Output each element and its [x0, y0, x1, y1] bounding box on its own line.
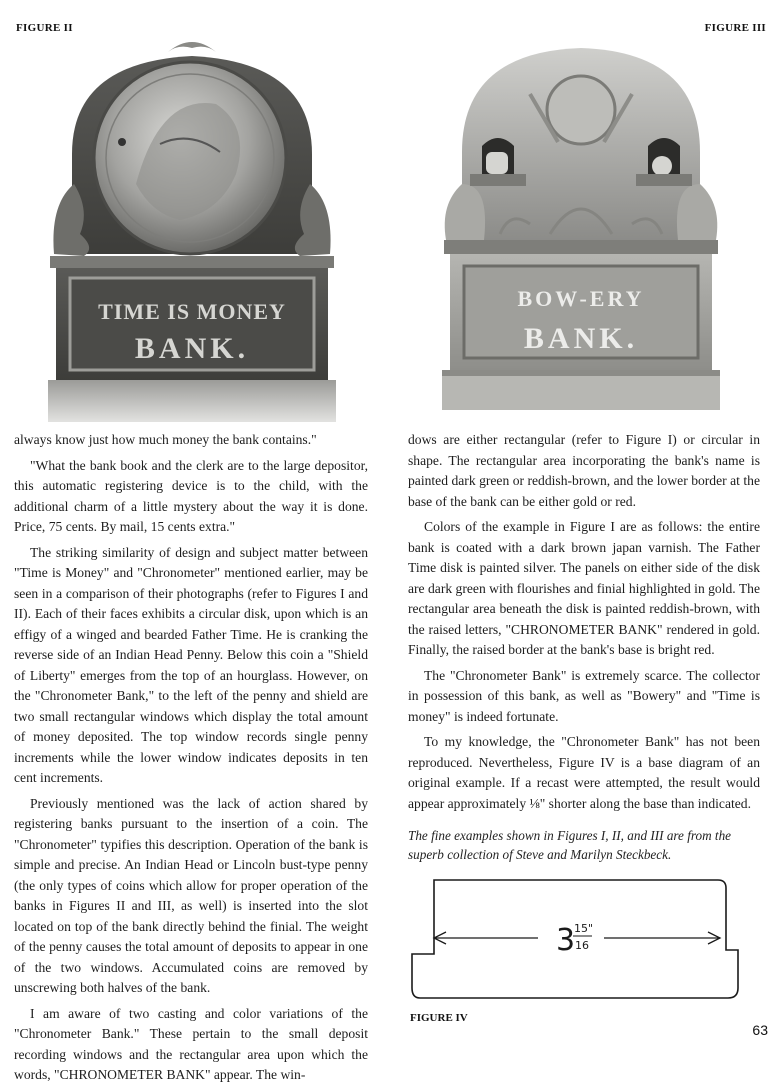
- left-text-column: [14, 430, 368, 1091]
- figure-iii-label: FIGURE III: [704, 22, 766, 34]
- figure-iii-photo: [440, 34, 722, 414]
- base-diagram: [408, 876, 742, 1006]
- figure-iv-label: FIGURE IV: [410, 1012, 468, 1024]
- dimension-whole: 3: [556, 923, 576, 958]
- page-number: 63: [752, 1022, 768, 1038]
- figure-ii-label: FIGURE II: [16, 22, 73, 34]
- paragraph: The "Chronometer Bank" is extremely scarce. The collector in possession of this bank, as well as "Bowery" and "Time is money" is indeed fortunate.: [408, 667, 760, 724]
- paragraph: "What the bank book and the clerk are to the large depositor, this automatic registering device is to the child, with the additional charm of a little mystery about the way it is done. Price, 75 cents. By mail, 15 cents extra.": [14, 457, 368, 534]
- time-is-money-bank-image: [40, 34, 344, 424]
- paragraph: To my knowledge, the "Chronometer Bank" has not been reproduced. Nevertheless, Figure IV is a base diagram of an original example. If a recast were attempted, the result would appear approximately ⅛" shorter along the base than indicated.: [408, 734, 760, 811]
- figure-iv-diagram: [408, 876, 742, 1006]
- paragraph: Colors of the example in Figure I are as follows: the entire bank is coated with a dark brown japan varnish. The Father Time disk is painted silver. The panels on either side of the disk are dark green with flourishes and finial highlighted in gold. The rectangular area beneath the disk is painted reddish-brown, with the raised letters, "CHRONOMETER BANK" rendered in gold. Finally, the raised border at the bank's base is bright red.: [408, 519, 760, 657]
- plaque-line-2: BANK.: [523, 322, 639, 355]
- right-text-column: [408, 430, 760, 819]
- plaque-line-2: BANK.: [134, 332, 250, 365]
- paragraph: always know just how much money the bank contains.": [14, 432, 317, 447]
- plaque-line-1: TIME IS MONEY: [98, 299, 286, 324]
- bowery-bank-image: [440, 34, 722, 414]
- plaque-line-1: BOW-ERY: [517, 286, 645, 311]
- dimension-numerator: 15": [574, 922, 594, 935]
- dimension-denominator: 16: [575, 939, 589, 952]
- figure-caption: The fine examples shown in Figures I, II, and III are from the superb collection of Steve and Marilyn Steckbeck.: [408, 828, 732, 862]
- figure-ii-photo: [40, 34, 344, 424]
- paragraph: dows are either rectangular (refer to Figure I) or circular in shape. The rectangular area incorporating the bank's name is painted dark green or reddish-brown, and the lower border at the base of the bank can be either gold or red.: [408, 432, 760, 509]
- paragraph: The striking similarity of design and subject matter between "Time is Money" and "Chronometer" mentioned earlier, may be seen in a comparison of their photographs (refer to Figures I and II). Each of their faces exhibits a circular disk, upon which is an effigy of a winged and bearded Father Time. He is cranking the reverse side of an Indian Head Penny. Below this coin a "Shield of Liberty" emerges from the top of an hourglass. However, on the "Chronometer Bank," to the left of the penny and shield are two small rectangular windows which display the total amount of money deposited. The top window records single penny increments while the lower window indicates deposits in ten cent increments.: [14, 544, 368, 785]
- paragraph: I am aware of two casting and color variations of the "Chronometer Bank." These pertain to the small deposit recording windows and the rectangular area upon which the words, "CHRONOMETER BANK" appear. The win-: [14, 1005, 368, 1082]
- paragraph: Previously mentioned was the lack of action shared by registering banks pursuant to the insertion of a coin. The "Chronometer" typifies this description. Operation of the bank is simple and precise. An Indian Head or Lincoln bust-type penny (the only types of coins which allow for proper operation of the banks in Figures II and III, as well) is inserted into the slot located on top of the bank directly behind the finial. The weight of the penny causes the total amount of deposits to appear in one of the two windows. Accumulated coins are removed by unscrewing both halves of the bank.: [14, 795, 368, 995]
